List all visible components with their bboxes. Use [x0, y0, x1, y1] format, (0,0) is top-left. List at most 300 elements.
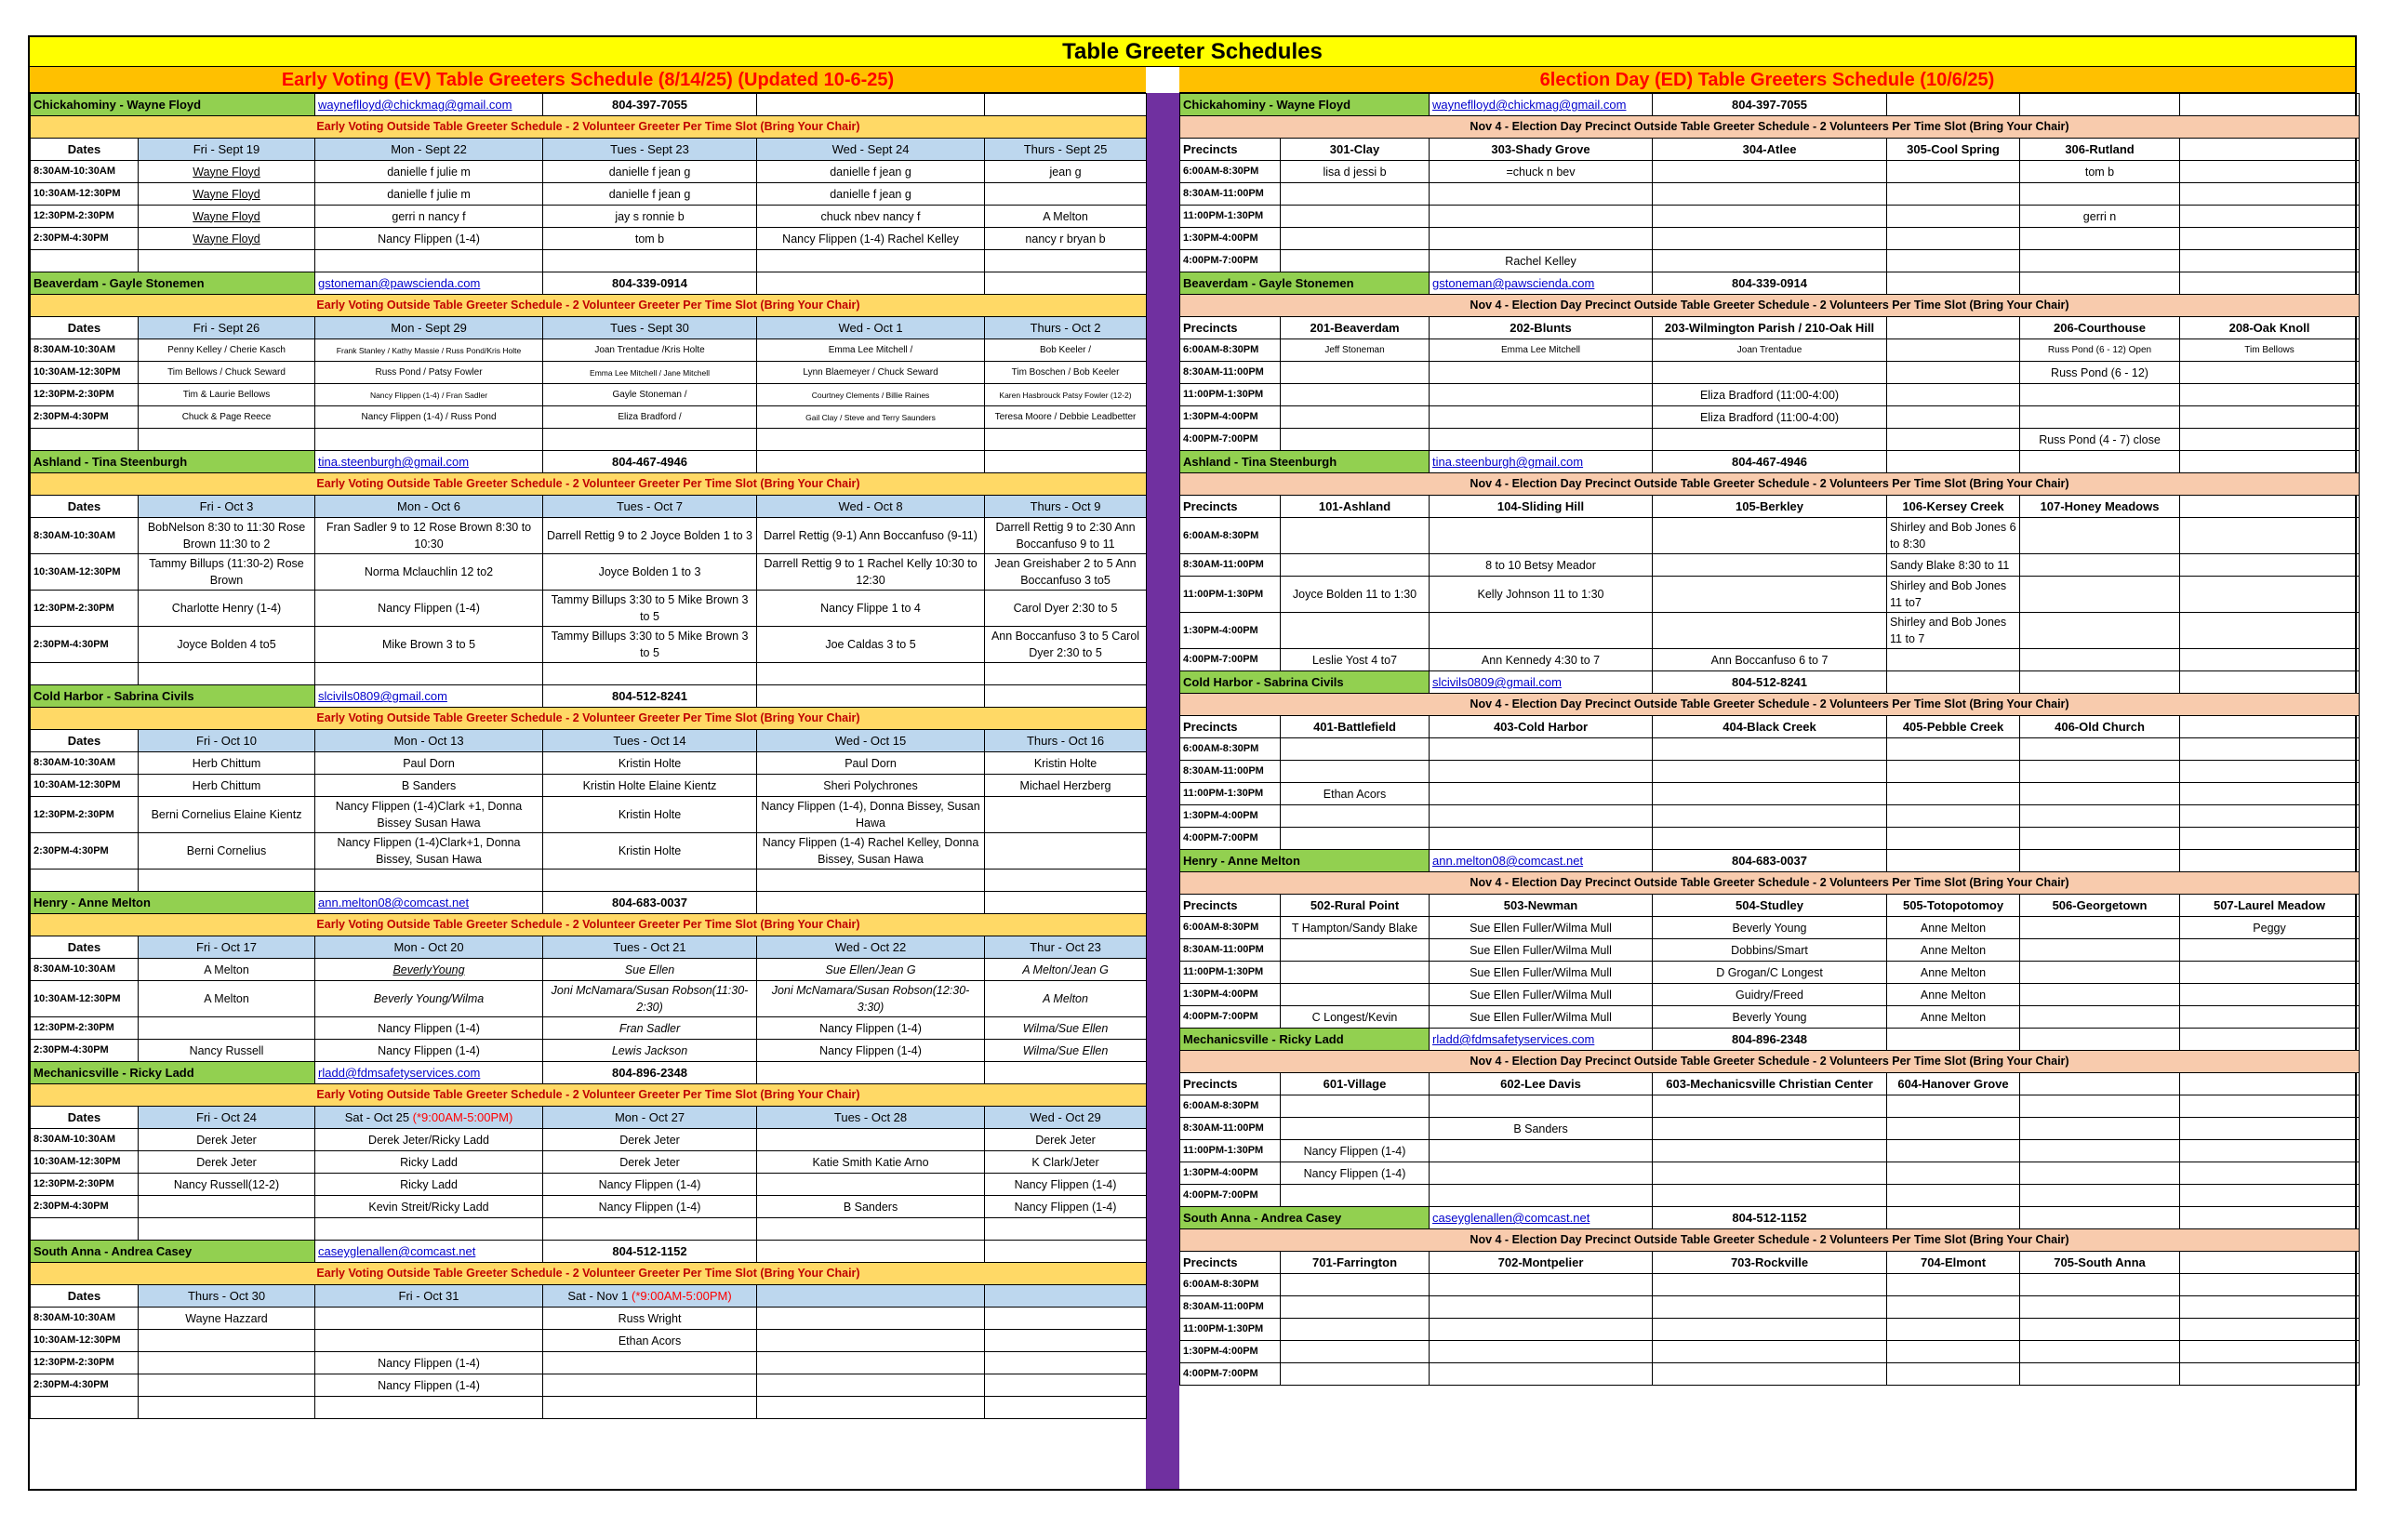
ed-area-blank — [2180, 1029, 2360, 1051]
greeter-cell — [543, 1374, 757, 1397]
precinct-header: 602-Lee Davis — [1430, 1073, 1653, 1095]
ed-area-blank — [2020, 1207, 2180, 1229]
greeter-cell: Ann Boccanfuso 6 to 7 — [1653, 649, 1887, 671]
ev-day-header: Mon - Oct 20 — [315, 936, 543, 959]
table-row — [31, 1196, 1147, 1218]
ev-banner: Early Voting Outside Table Greeter Schedule - 2 Volunteer Greeter Per Time Slot (Bring Your Chair) — [31, 295, 1147, 317]
greeter-cell — [2180, 1296, 2360, 1319]
table-row — [1180, 738, 2360, 761]
ed-precincts-header — [1180, 317, 2360, 339]
greeter-cell — [1430, 1274, 1653, 1296]
greeter-cell — [1887, 1341, 2020, 1363]
greeter-cell — [1281, 984, 1430, 1006]
greeter-cell: Nancy Flippen (1-4) — [1281, 1162, 1430, 1185]
greeter-cell — [2020, 1319, 2180, 1341]
table-row — [1180, 1006, 2360, 1029]
greeter-cell: Nancy Flippen (1-4) — [985, 1174, 1147, 1196]
greeter-cell — [1281, 828, 1430, 850]
greeter-cell — [315, 1218, 543, 1241]
ed-area-email-link[interactable]: ann.melton08@comcast.net — [1430, 850, 1653, 872]
time-slot: 1:30PM-4:00PM — [1180, 1162, 1281, 1185]
ed-area-blank — [2020, 671, 2180, 694]
table-row — [31, 362, 1147, 384]
table-row — [31, 406, 1147, 429]
ev-area-blank — [757, 94, 985, 116]
greeter-cell: Russ Pond (4 - 7) close — [2020, 429, 2180, 451]
greeter-cell — [1887, 1363, 2020, 1386]
greeter-cell: Sue Ellen Fuller/Wilma Mull — [1430, 962, 1653, 984]
ev-area-email-link[interactable]: ann.melton08@comcast.net — [315, 892, 543, 914]
greeter-cell: Anne Melton — [1887, 962, 2020, 984]
greeter-cell — [1281, 761, 1430, 783]
greeter-cell — [1430, 738, 1653, 761]
greeter-cell: T Hampton/Sandy Blake — [1281, 917, 1430, 939]
greeter-cell — [2020, 1162, 2180, 1185]
time-slot — [31, 663, 139, 685]
table-row — [31, 429, 1147, 451]
greeter-cell — [1653, 206, 1887, 228]
greeter-cell: Herb Chittum — [139, 775, 315, 797]
time-slot: 12:30PM-2:30PM — [31, 1017, 139, 1040]
precinct-header — [2180, 139, 2360, 161]
ed-precincts-header — [1180, 139, 2360, 161]
time-slot: 2:30PM-4:30PM — [31, 1374, 139, 1397]
greeter-cell: =chuck n bev — [1430, 161, 1653, 183]
greeter-cell: jean g — [985, 161, 1147, 183]
greeter-cell: Wilma/Sue Ellen — [985, 1040, 1147, 1062]
table-row — [31, 161, 1147, 183]
greeter-cell: Russ Pond / Patsy Fowler — [315, 362, 543, 384]
ed-area-blank — [2180, 850, 2360, 872]
greeter-cell — [1430, 518, 1653, 554]
ed-area-email-link[interactable]: slcivils0809@gmail.com — [1430, 671, 1653, 694]
greeter-cell — [1430, 384, 1653, 406]
table-row — [31, 1330, 1147, 1352]
precinct-header — [2180, 716, 2360, 738]
table-row — [31, 870, 1147, 892]
precincts-label: Precincts — [1180, 716, 1281, 738]
time-slot: 6:00AM-8:30PM — [1180, 339, 1281, 362]
precinct-header: 601-Village — [1281, 1073, 1430, 1095]
greeter-cell: Anne Melton — [1887, 917, 2020, 939]
time-slot: 10:30AM-12:30PM — [31, 362, 139, 384]
greeter-cell: Kelly Johnson 11 to 1:30 — [1430, 577, 1653, 613]
ev-area-email-link[interactable]: wayneflloyd@chickmag@gmail.com — [315, 94, 543, 116]
greeter-cell: nancy r bryan b — [985, 228, 1147, 250]
greeter-cell: Darrell Rettig 9 to 2 Joyce Bolden 1 to 3 — [543, 518, 757, 554]
table-row — [1180, 1341, 2360, 1363]
table-row — [31, 981, 1147, 1017]
greeter-cell — [1653, 1118, 1887, 1140]
greeter-cell — [315, 1308, 543, 1330]
time-slot: 6:00AM-8:30PM — [1180, 1274, 1281, 1296]
time-slot: 2:30PM-4:30PM — [31, 833, 139, 870]
greeter-cell — [1430, 761, 1653, 783]
ev-area-name: Mechanicsville - Ricky Ladd — [31, 1062, 315, 1084]
greeter-cell: Ann Kennedy 4:30 to 7 — [1430, 649, 1653, 671]
precinct-header: 305-Cool Spring — [1887, 139, 2020, 161]
greeter-cell: Gail Clay / Steve and Terry Saunders — [757, 406, 985, 429]
greeter-cell — [139, 1196, 315, 1218]
ev-day-header — [757, 1285, 985, 1308]
greeter-cell — [2180, 1095, 2360, 1118]
table-row — [1180, 828, 2360, 850]
greeter-cell: Kristin Holte — [543, 797, 757, 833]
greeter-cell: Emma Lee Mitchell / — [757, 339, 985, 362]
greeter-cell: Ann Boccanfuso 3 to 5 Carol Dyer 2:30 to 5 — [985, 627, 1147, 663]
greeter-cell — [2180, 406, 2360, 429]
greeter-cell — [1281, 1319, 1430, 1341]
greeter-cell: Charlotte Henry (1-4) — [139, 591, 315, 627]
greeter-cell — [1430, 1140, 1653, 1162]
precinct-header: 201-Beaverdam — [1281, 317, 1430, 339]
greeter-cell — [2180, 613, 2360, 649]
greeter-cell — [2180, 228, 2360, 250]
ed-area-blank — [2020, 451, 2180, 473]
greeter-cell — [2180, 939, 2360, 962]
greeter-cell: Joyce Bolden 4 to5 — [139, 627, 315, 663]
precinct-header: 502-Rural Point — [1281, 895, 1430, 917]
table-row — [1180, 613, 2360, 649]
ev-area-email-link[interactable]: slcivils0809@gmail.com — [315, 685, 543, 708]
greeter-cell: Derek Jeter — [543, 1129, 757, 1151]
ev-day-hours-note: (*9:00AM-5:00PM) — [412, 1110, 513, 1124]
greeter-cell: Nancy Flippen (1-4)Clark+1, Donna Bissey, Susan Hawa — [315, 833, 543, 870]
greeter-cell — [139, 663, 315, 685]
greeter-cell: chuck nbev nancy f — [757, 206, 985, 228]
greeter-cell — [2020, 613, 2180, 649]
precinct-header: 202-Blunts — [1430, 317, 1653, 339]
greeter-cell — [1281, 962, 1430, 984]
ed-area-blank — [1887, 1207, 2020, 1229]
greeter-cell — [757, 250, 985, 272]
ev-banner: Early Voting Outside Table Greeter Schedule - 2 Volunteer Greeter Per Time Slot (Bring Your Chair) — [31, 473, 1147, 496]
ed-area-email-link[interactable]: tina.steenburgh@gmail.com — [1430, 451, 1653, 473]
time-slot: 11:00PM-1:30PM — [1180, 1319, 1281, 1341]
dates-label: Dates — [31, 139, 139, 161]
precinct-header: 704-Elmont — [1887, 1252, 2020, 1274]
greeter-cell — [1887, 1296, 2020, 1319]
ev-area-blank — [757, 1062, 985, 1084]
greeter-cell — [2180, 1185, 2360, 1207]
greeter-cell — [543, 1352, 757, 1374]
greeter-cell: Joe Caldas 3 to 5 — [757, 627, 985, 663]
precinct-header: 406-Old Church — [2020, 716, 2180, 738]
ev-day-header — [315, 1107, 543, 1129]
ev-area-email-link[interactable]: rladd@fdmsafetyservices.com — [315, 1062, 543, 1084]
ev-area-name: Cold Harbor - Sabrina Civils — [31, 685, 315, 708]
ed-area-phone: 804-683-0037 — [1653, 850, 1887, 872]
greeter-cell — [757, 663, 985, 685]
greeter-cell — [1653, 161, 1887, 183]
table-row — [31, 228, 1147, 250]
ev-day-header — [985, 1285, 1147, 1308]
greeter-cell — [2180, 429, 2360, 451]
precinct-header: 701-Farrington — [1281, 1252, 1430, 1274]
greeter-cell: Russ Pond (6 - 12) — [2020, 362, 2180, 384]
greeter-cell — [2020, 518, 2180, 554]
ed-precincts-header — [1180, 895, 2360, 917]
greeter-cell: Joni McNamara/Susan Robson(11:30-2:30) — [543, 981, 757, 1017]
ed-area-phone: 804-512-8241 — [1653, 671, 1887, 694]
ev-area-blank — [757, 892, 985, 914]
greeter-cell — [1653, 761, 1887, 783]
precinct-header: 105-Berkley — [1653, 496, 1887, 518]
time-slot: 8:30AM-11:00PM — [1180, 1296, 1281, 1319]
ev-area-blank — [757, 451, 985, 473]
ed-area-email-link[interactable]: gstoneman@pawscienda.com — [1430, 272, 1653, 295]
time-slot: 10:30AM-12:30PM — [31, 775, 139, 797]
greeter-cell — [1653, 1341, 1887, 1363]
ev-area-phone: 804-339-0914 — [543, 272, 757, 295]
ev-banner: Early Voting Outside Table Greeter Schedule - 2 Volunteer Greeter Per Time Slot (Bring Your Chair) — [31, 708, 1147, 730]
greeter-cell: Darrell Rettig 9 to 1 Rachel Kelly 10:30 to 12:30 — [757, 554, 985, 591]
greeter-cell: Tammy Billups 3:30 to 5 Mike Brown 3 to 5 — [543, 627, 757, 663]
time-slot: 12:30PM-2:30PM — [31, 1352, 139, 1374]
precinct-header: 703-Rockville — [1653, 1252, 1887, 1274]
ed-area-blank — [2180, 451, 2360, 473]
column-divider — [1146, 93, 1179, 1489]
greeter-cell: Berni Cornelius Elaine Kientz — [139, 797, 315, 833]
greeter-cell — [2180, 1341, 2360, 1363]
greeter-cell — [1281, 613, 1430, 649]
greeter-cell — [2020, 1095, 2180, 1118]
precinct-header: 107-Honey Meadows — [2020, 496, 2180, 518]
time-slot: 11:00PM-1:30PM — [1180, 962, 1281, 984]
ev-area-email-link[interactable]: gstoneman@pawscienda.com — [315, 272, 543, 295]
ev-banner-row — [31, 1263, 1147, 1285]
greeter-cell: Darrel Rettig (9-1) Ann Boccanfuso (9-11) — [757, 518, 985, 554]
greeter-cell — [1653, 250, 1887, 272]
greeter-cell: Herb Chittum — [139, 752, 315, 775]
greeter-cell — [2180, 805, 2360, 828]
time-slot: 12:30PM-2:30PM — [31, 797, 139, 833]
greeter-cell — [757, 870, 985, 892]
time-slot: 6:00AM-8:30PM — [1180, 161, 1281, 183]
time-slot: 8:30AM-11:00PM — [1180, 939, 1281, 962]
greeter-cell — [985, 250, 1147, 272]
greeter-cell — [757, 1174, 985, 1196]
precinct-header: 104-Sliding Hill — [1430, 496, 1653, 518]
greeter-cell — [139, 1352, 315, 1374]
table-row — [31, 206, 1147, 228]
precinct-header: 301-Clay — [1281, 139, 1430, 161]
greeter-cell — [2180, 1118, 2360, 1140]
greeter-cell — [1430, 1363, 1653, 1386]
greeter-cell — [139, 1218, 315, 1241]
greeter-cell — [315, 663, 543, 685]
greeter-cell: Derek Jeter — [139, 1129, 315, 1151]
greeter-cell: Anne Melton — [1887, 939, 2020, 962]
greeter-cell: Joyce Bolden 11 to 1:30 — [1281, 577, 1430, 613]
time-slot: 11:00PM-1:30PM — [1180, 1140, 1281, 1162]
greeter-cell — [985, 1308, 1147, 1330]
table-row — [31, 833, 1147, 870]
greeter-cell — [2180, 962, 2360, 984]
table-row — [31, 1374, 1147, 1397]
time-slot: 11:00PM-1:30PM — [1180, 384, 1281, 406]
ev-area-email-link[interactable]: tina.steenburgh@gmail.com — [315, 451, 543, 473]
ed-precincts-header — [1180, 496, 2360, 518]
greeter-cell — [985, 1330, 1147, 1352]
greeter-cell: A Melton — [985, 206, 1147, 228]
greeter-cell — [1887, 649, 2020, 671]
table-row — [1180, 554, 2360, 577]
greeter-cell — [1887, 362, 2020, 384]
ev-area-email-link[interactable]: caseyglenallen@comcast.net — [315, 1241, 543, 1263]
greeter-cell — [1887, 228, 2020, 250]
greeter-cell — [139, 1017, 315, 1040]
ed-area-name: Chickahominy - Wayne Floyd — [1180, 94, 1430, 116]
greeter-cell: Peggy — [2180, 917, 2360, 939]
greeter-cell — [1281, 228, 1430, 250]
ed-banner-row — [1180, 872, 2360, 895]
greeter-cell: Wayne Hazzard — [139, 1308, 315, 1330]
table-row — [1180, 406, 2360, 429]
greeter-cell — [315, 1330, 543, 1352]
greeter-cell — [2020, 228, 2180, 250]
greeter-cell: danielle f jean g — [757, 161, 985, 183]
table-row — [31, 752, 1147, 775]
ev-area-blank — [985, 272, 1147, 295]
ed-area-blank — [1887, 850, 2020, 872]
greeter-cell — [1281, 518, 1430, 554]
ed-area-name: Beaverdam - Gayle Stonemen — [1180, 272, 1430, 295]
ed-area-email-link[interactable]: wayneflloyd@chickmag@gmail.com — [1430, 94, 1653, 116]
ev-area-blank — [757, 1241, 985, 1263]
time-slot: 8:30AM-11:00PM — [1180, 362, 1281, 384]
time-slot: 4:00PM-7:00PM — [1180, 828, 1281, 850]
table-row — [1180, 1296, 2360, 1319]
ed-area-email-link[interactable]: caseyglenallen@comcast.net — [1430, 1207, 1653, 1229]
precincts-label: Precincts — [1180, 895, 1281, 917]
greeter-cell — [543, 429, 757, 451]
precinct-header: 405-Pebble Creek — [1887, 716, 2020, 738]
ev-day-header: Fri - Sept 19 — [139, 139, 315, 161]
ev-title: Early Voting (EV) Table Greeters Schedule (8/14/25) (Updated 10-6-25) — [30, 67, 1146, 93]
table-row — [31, 959, 1147, 981]
greeter-cell — [2020, 384, 2180, 406]
greeter-cell — [1653, 183, 1887, 206]
greeter-cell — [985, 429, 1147, 451]
greeter-cell — [139, 870, 315, 892]
ev-day-header: Wed - Oct 8 — [757, 496, 985, 518]
greeter-cell — [1653, 518, 1887, 554]
ev-dates-header — [31, 139, 1147, 161]
ev-area-row-beaverdam-gayle-stonemen — [31, 272, 1147, 295]
greeter-cell: Sue Ellen Fuller/Wilma Mull — [1430, 1006, 1653, 1029]
greeter-cell — [2020, 406, 2180, 429]
time-slot: 1:30PM-4:00PM — [1180, 228, 1281, 250]
greeter-cell — [757, 1308, 985, 1330]
table-row — [31, 339, 1147, 362]
ed-area-blank — [1887, 1029, 2020, 1051]
greeter-cell — [315, 870, 543, 892]
ed-area-blank — [2180, 671, 2360, 694]
greeter-cell — [1430, 1185, 1653, 1207]
time-slot: 4:00PM-7:00PM — [1180, 1006, 1281, 1029]
greeter-cell: Tim Bellows — [2180, 339, 2360, 362]
greeter-cell — [1887, 1095, 2020, 1118]
greeter-cell — [2180, 828, 2360, 850]
early-voting-schedule — [30, 93, 1146, 1419]
greeter-cell — [2020, 577, 2180, 613]
time-slot: 6:00AM-8:30PM — [1180, 1095, 1281, 1118]
greeter-cell: B Sanders — [757, 1196, 985, 1218]
greeter-cell: Nancy Russell — [139, 1040, 315, 1062]
greeter-cell — [1430, 228, 1653, 250]
greeter-cell: Teresa Moore / Debbie Leadbetter — [985, 406, 1147, 429]
greeter-cell — [2180, 384, 2360, 406]
ev-day-header: Fri - Oct 3 — [139, 496, 315, 518]
time-slot: 8:30AM-10:30AM — [31, 1308, 139, 1330]
greeter-cell — [1653, 1095, 1887, 1118]
greeter-cell: Sandy Blake 8:30 to 11 — [1887, 554, 2020, 577]
table-row — [1180, 339, 2360, 362]
ev-table — [30, 93, 1147, 1419]
time-slot: 2:30PM-4:30PM — [31, 228, 139, 250]
greeter-cell: Berni Cornelius — [139, 833, 315, 870]
time-slot: 6:00AM-8:30PM — [1180, 917, 1281, 939]
greeter-cell — [2020, 1140, 2180, 1162]
ev-day-header: Fri - Oct 24 — [139, 1107, 315, 1129]
time-slot: 12:30PM-2:30PM — [31, 384, 139, 406]
time-slot: 1:30PM-4:00PM — [1180, 406, 1281, 429]
table-row — [31, 518, 1147, 554]
table-row — [31, 627, 1147, 663]
table-row — [1180, 1274, 2360, 1296]
greeter-cell: Wayne Floyd — [139, 206, 315, 228]
greeter-cell: Lynn Blaemeyer / Chuck Seward — [757, 362, 985, 384]
greeter-cell — [2180, 554, 2360, 577]
greeter-cell — [1281, 805, 1430, 828]
ed-area-row-chickahominy-wayne-floyd — [1180, 94, 2360, 116]
ev-day-label: Sat - Oct 25 — [344, 1110, 413, 1124]
ed-area-row-ashland-tina-steenburgh — [1180, 451, 2360, 473]
greeter-cell — [2020, 250, 2180, 272]
ev-day-header: Thurs - Oct 30 — [139, 1285, 315, 1308]
greeter-cell: Kristin Holte — [543, 752, 757, 775]
greeter-cell — [985, 870, 1147, 892]
ed-area-blank — [2020, 1029, 2180, 1051]
greeter-cell — [2180, 738, 2360, 761]
time-slot: 2:30PM-4:30PM — [31, 406, 139, 429]
ed-area-phone: 804-467-4946 — [1653, 451, 1887, 473]
greeter-cell — [1653, 805, 1887, 828]
ev-dates-header — [31, 1285, 1147, 1308]
table-row — [31, 384, 1147, 406]
greeter-cell — [2020, 939, 2180, 962]
greeter-cell: D Grogan/C Longest — [1653, 962, 1887, 984]
table-row — [31, 1174, 1147, 1196]
greeter-cell: danielle f jean g — [543, 161, 757, 183]
ev-day-header: Thurs - Oct 16 — [985, 730, 1147, 752]
greeter-cell — [2020, 1341, 2180, 1363]
ed-area-name: Mechanicsville - Ricky Ladd — [1180, 1029, 1430, 1051]
precinct-header: 304-Atlee — [1653, 139, 1887, 161]
greeter-cell — [1653, 1319, 1887, 1341]
ev-area-blank — [985, 94, 1147, 116]
greeter-cell — [2180, 649, 2360, 671]
time-slot: 8:30AM-10:30AM — [31, 518, 139, 554]
ev-day-header: Fri - Oct 17 — [139, 936, 315, 959]
ed-area-email-link[interactable]: rladd@fdmsafetyservices.com — [1430, 1029, 1653, 1051]
table-row — [1180, 206, 2360, 228]
greeter-cell — [757, 1374, 985, 1397]
precinct-header: 604-Hanover Grove — [1887, 1073, 2020, 1095]
precinct-header: 505-Totopotomoy — [1887, 895, 2020, 917]
precinct-header: 702-Montpelier — [1430, 1252, 1653, 1274]
